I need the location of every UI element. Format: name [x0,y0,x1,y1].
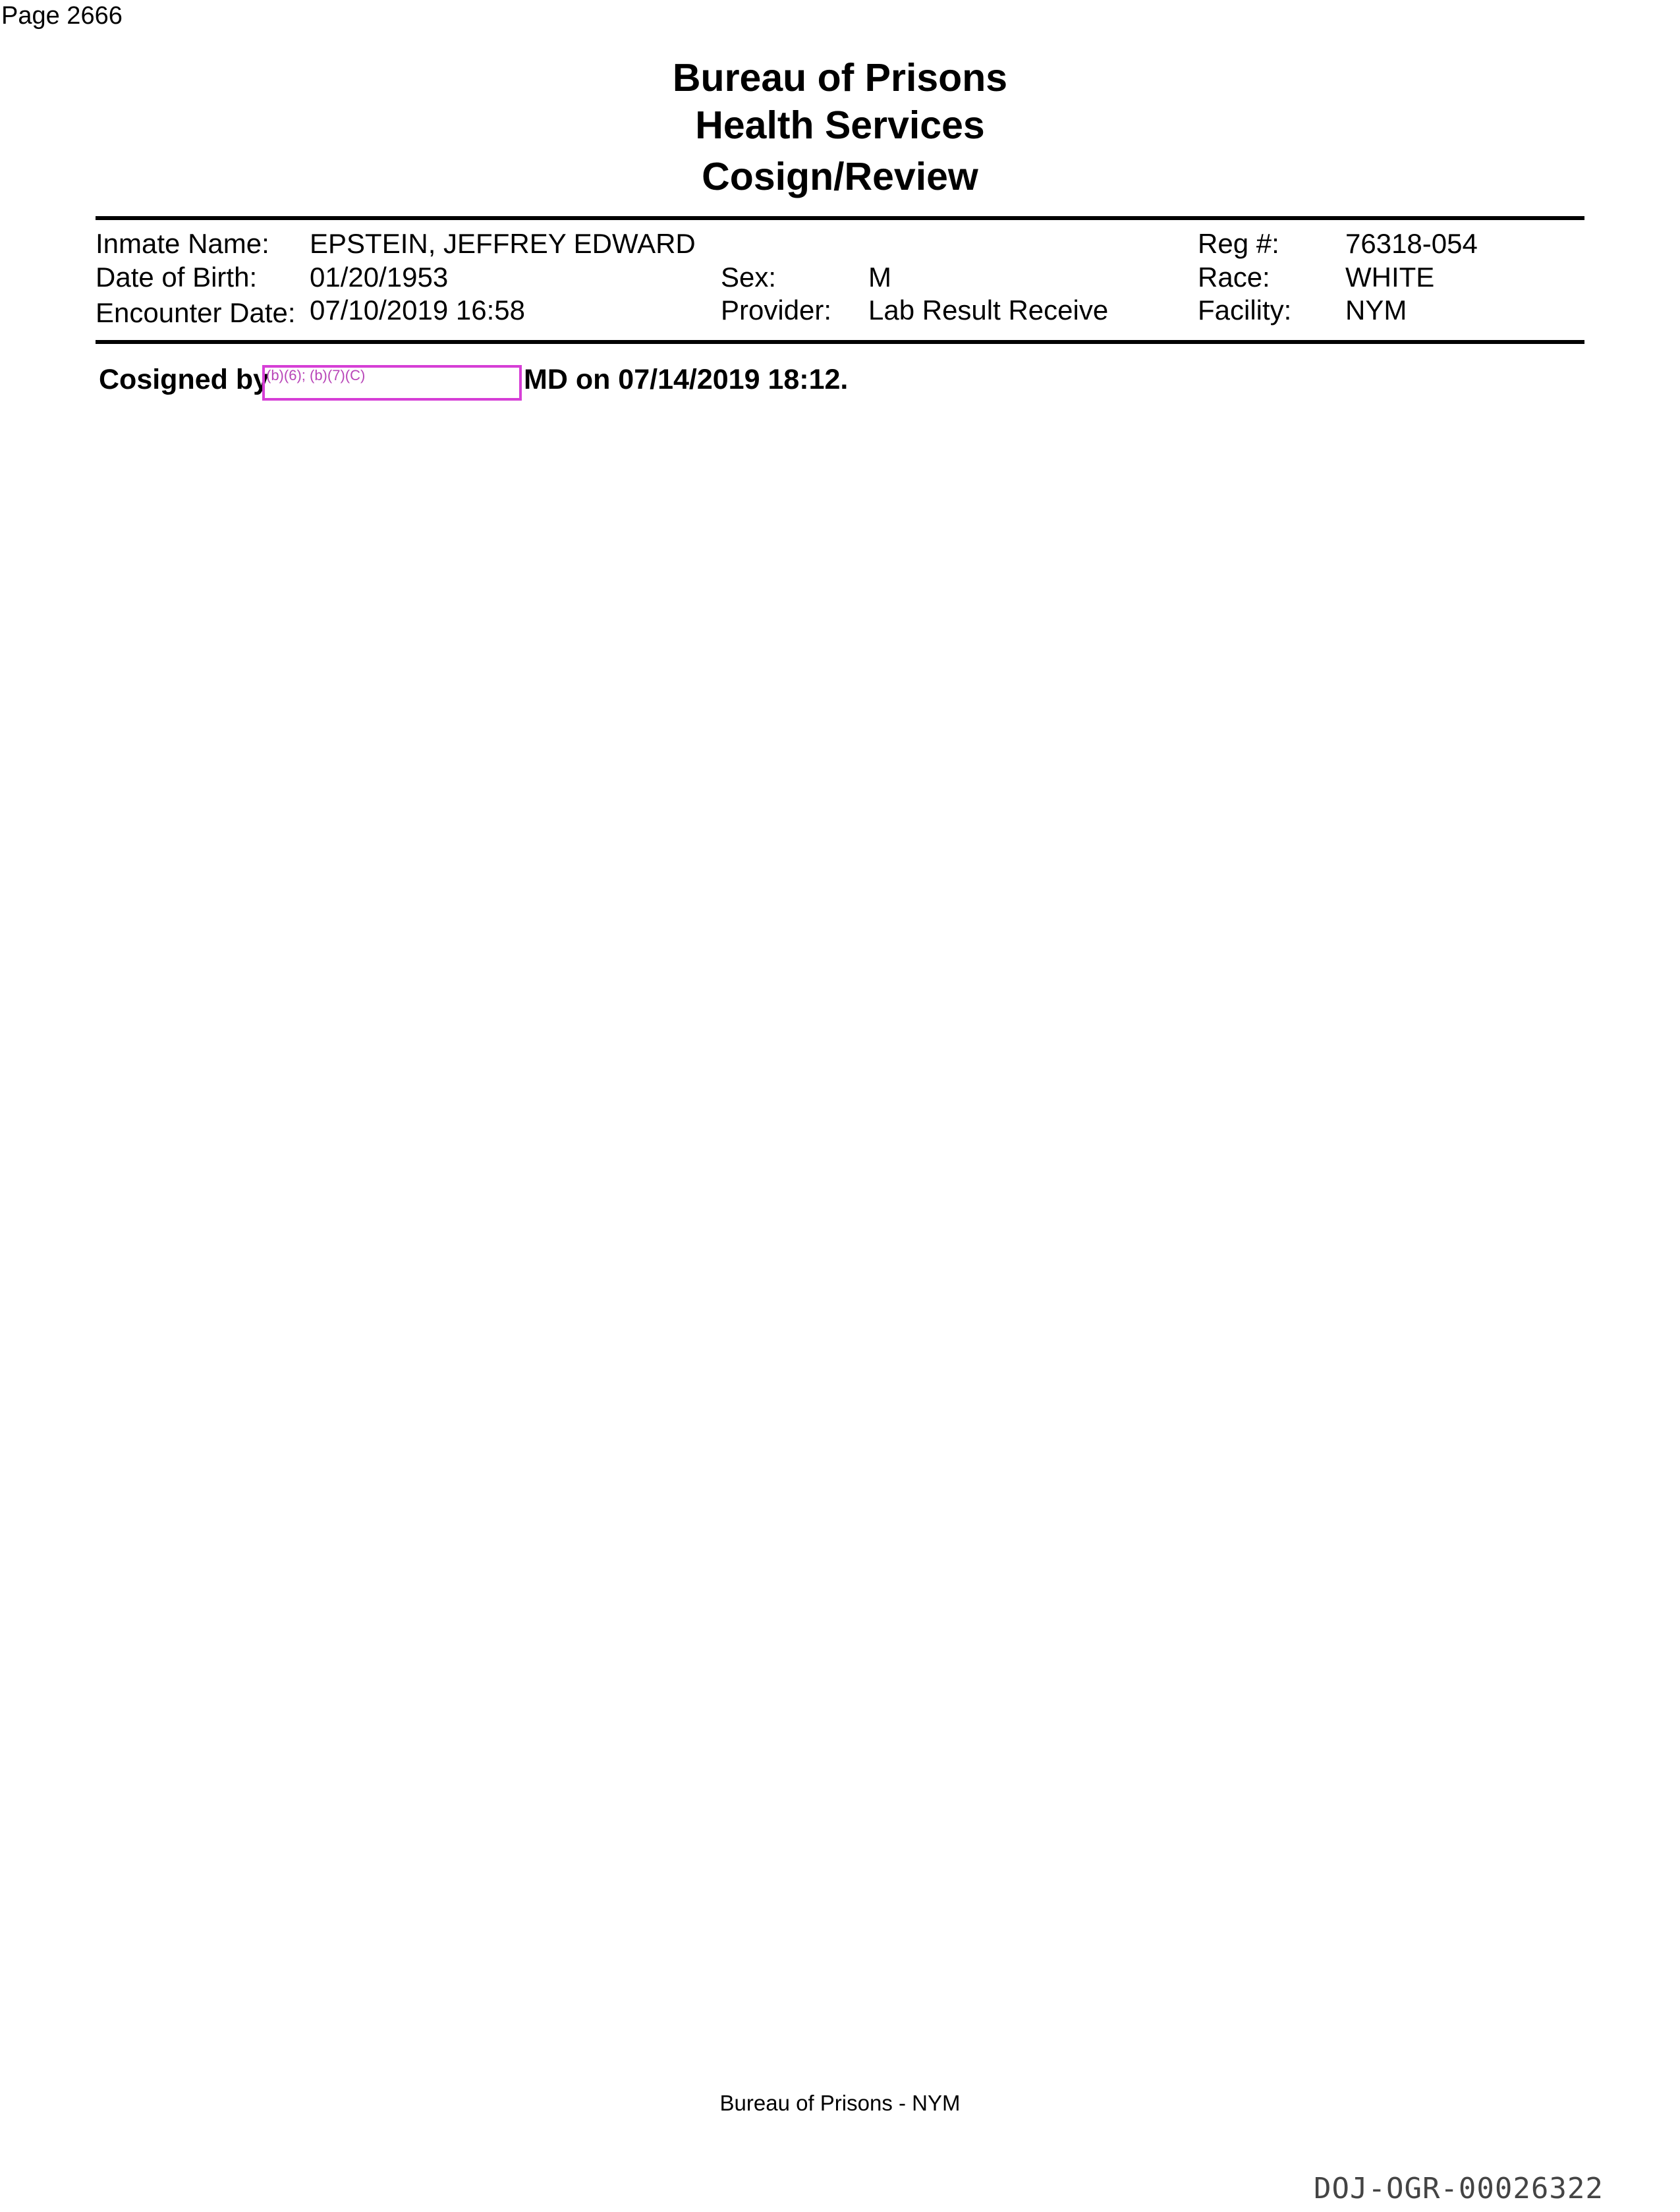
header-top-rule [96,216,1584,220]
inmate-name-value: EPSTEIN, JEFFREY EDWARD [310,228,696,259]
sex-value: M [868,262,891,293]
race-label: Race: [1198,262,1270,293]
page-number: Page 2666 [1,2,123,30]
encounter-date-label: Encounter Date: [96,297,296,328]
provider-value: Lab Result Receive [868,295,1109,326]
inmate-name-label: Inmate Name: [96,228,269,259]
race-value: WHITE [1345,262,1435,293]
title-bureau-of-prisons: Bureau of Prisons [672,56,1008,99]
dob-label: Date of Birth: [96,262,258,293]
dob-value: 01/20/1953 [310,262,449,293]
encounter-date-value: 07/10/2019 16:58 [310,295,525,326]
reg-number-label: Reg #: [1198,228,1279,259]
cosigned-by-prefix: Cosigned by [99,364,269,395]
provider-label: Provider: [721,295,832,326]
bates-number: DOJ-OGR-00026322 [1314,2172,1604,2205]
title-health-services: Health Services [695,103,985,147]
reg-number-value: 76318-054 [1345,228,1478,259]
sex-label: Sex: [721,262,777,293]
cosigned-by-suffix: MD on 07/14/2019 18:12. [524,364,849,395]
redaction-code: (b)(6); (b)(7)(C) [266,367,366,383]
facility-label: Facility: [1198,295,1292,326]
page-footer: Bureau of Prisons - NYM [719,2091,961,2115]
facility-value: NYM [1345,295,1407,326]
title-cosign-review: Cosign/Review [702,155,978,198]
header-bottom-rule [96,340,1584,344]
